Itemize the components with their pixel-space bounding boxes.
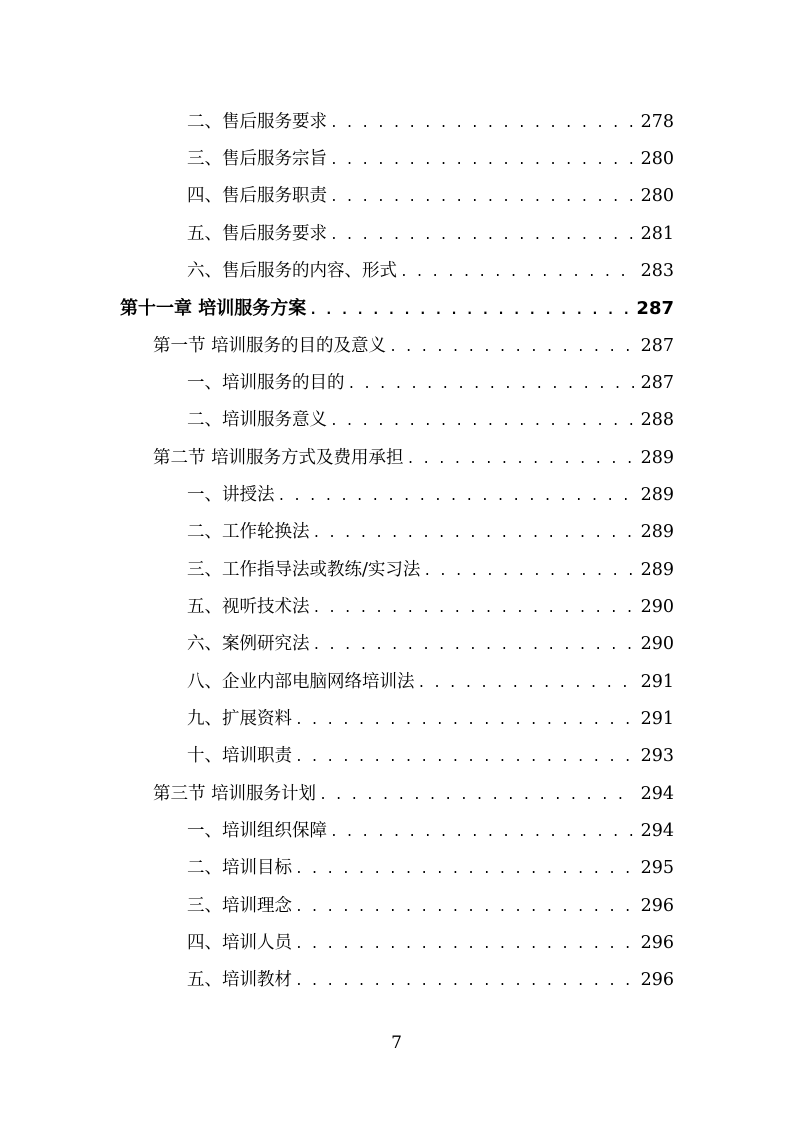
toc-entry-page: 296	[640, 896, 674, 916]
toc-entry-page: 290	[640, 634, 674, 654]
toc-leader-dots	[407, 452, 635, 467]
toc-entry-page: 294	[640, 821, 674, 841]
toc-leader-dots	[330, 190, 635, 205]
toc-leader-dots	[330, 116, 635, 131]
toc-entry-page: 296	[640, 933, 674, 953]
toc-leader-dots	[330, 825, 635, 840]
toc-leader-dots	[295, 974, 635, 989]
toc-leader-dots	[295, 900, 635, 915]
toc-chapter-entry[interactable]	[120, 294, 674, 324]
toc-entry-page: 296	[640, 970, 674, 990]
toc-entry-title: 六、案例研究法	[187, 634, 310, 654]
toc-entry-title: 四、培训人员	[187, 933, 292, 953]
toc-entry[interactable]	[187, 556, 674, 586]
toc-entry[interactable]	[187, 966, 674, 996]
toc-leader-dots	[330, 414, 635, 429]
toc-entry-page: 287	[640, 373, 674, 393]
toc-entry[interactable]	[187, 369, 674, 399]
toc-entry[interactable]	[187, 593, 674, 623]
toc-leader-dots	[348, 377, 635, 392]
toc-entry-page: 283	[640, 261, 674, 281]
toc-entry[interactable]	[187, 518, 674, 548]
toc-entry[interactable]	[187, 705, 674, 735]
toc-entry[interactable]	[187, 406, 674, 436]
toc-entry-title: 八、企业内部电脑网络培训法	[187, 672, 415, 692]
toc-entry-title: 三、售后服务宗旨	[187, 149, 327, 169]
toc-entry-title: 四、售后服务职责	[187, 186, 327, 206]
toc-entry-page: 280	[640, 149, 674, 169]
toc-entry[interactable]	[187, 145, 674, 175]
toc-leader-dots	[295, 713, 635, 728]
toc-entry[interactable]	[187, 220, 674, 250]
toc-entry-title: 五、培训教材	[187, 970, 292, 990]
toc-entry-title: 五、售后服务要求	[187, 224, 327, 244]
toc-entry-title: 五、视听技术法	[187, 597, 310, 617]
toc-entry[interactable]	[187, 108, 674, 138]
toc-entry-page: 291	[640, 709, 674, 729]
toc-leader-dots	[389, 340, 635, 355]
toc-entry-page: 290	[640, 597, 674, 617]
toc-entry[interactable]	[187, 481, 674, 511]
toc-entry-page: 289	[640, 485, 674, 505]
toc-entry-title: 一、培训组织保障	[187, 821, 327, 841]
toc-entry-page: 281	[640, 224, 674, 244]
toc-entry[interactable]	[187, 742, 674, 772]
toc-entry-page: 287	[640, 336, 674, 356]
toc-entry-title: 十、培训职责	[187, 746, 292, 766]
toc-entry-page: 289	[640, 560, 674, 580]
page-number: 7	[391, 1033, 402, 1053]
toc-entry-page: 293	[640, 746, 674, 766]
toc-leader-dots	[313, 601, 635, 616]
toc-entry[interactable]	[187, 668, 674, 698]
toc-entry-page: 278	[640, 112, 674, 132]
toc-entry[interactable]	[187, 929, 674, 959]
toc-entry-title: 二、售后服务要求	[187, 112, 327, 132]
toc-entry-title: 三、工作指导法或教练/实习法	[187, 560, 421, 580]
toc-leader-dots	[330, 153, 635, 168]
toc-leader-dots	[400, 265, 635, 280]
toc-entry-title: 二、工作轮换法	[187, 522, 310, 542]
toc-entry[interactable]	[187, 257, 674, 287]
toc-entry-page: 280	[640, 186, 674, 206]
toc-section-entry[interactable]	[153, 332, 674, 362]
toc-entry-title: 三、培训理念	[187, 896, 292, 916]
toc-entry-title: 第二节 培训服务方式及费用承担	[153, 448, 404, 468]
toc-entry[interactable]	[187, 182, 674, 212]
toc-leader-dots	[309, 303, 630, 318]
toc-entry-title: 第一节 培训服务的目的及意义	[153, 336, 387, 356]
toc-entry[interactable]	[187, 630, 674, 660]
toc-entry-page: 288	[640, 410, 674, 430]
toc-entry-page: 289	[640, 448, 674, 468]
toc-entry-title: 第十一章 培训服务方案	[120, 298, 307, 319]
toc-leader-dots	[295, 862, 635, 877]
toc-entry-page: 291	[640, 672, 674, 692]
toc-entry-title: 九、扩展资料	[187, 709, 292, 729]
toc-leader-dots	[295, 750, 635, 765]
toc-entry-page: 289	[640, 522, 674, 542]
toc-entry-page: 294	[640, 784, 674, 804]
toc-entry-title: 二、培训目标	[187, 858, 292, 878]
toc-leader-dots	[330, 228, 635, 243]
toc-entry-page: 295	[640, 858, 674, 878]
toc-entry-title: 第三节 培训服务计划	[153, 784, 317, 804]
toc-leader-dots	[319, 788, 635, 803]
toc-leader-dots	[313, 526, 635, 541]
toc-section-entry[interactable]	[153, 780, 674, 810]
toc-entry-page: 287	[636, 298, 674, 319]
toc-leader-dots	[278, 489, 635, 504]
toc-leader-dots	[313, 638, 635, 653]
toc-leader-dots	[418, 676, 635, 691]
toc-section-entry[interactable]	[153, 444, 674, 474]
toc-entry[interactable]	[187, 892, 674, 922]
toc-entry-title: 一、培训服务的目的	[187, 373, 345, 393]
toc-entry[interactable]	[187, 854, 674, 884]
toc-entry-title: 一、讲授法	[187, 485, 275, 505]
toc-leader-dots	[423, 564, 634, 579]
toc-entry-title: 六、售后服务的内容、形式	[187, 261, 397, 281]
toc-leader-dots	[295, 937, 635, 952]
toc-entry[interactable]	[187, 817, 674, 847]
toc-entry-title: 二、培训服务意义	[187, 410, 327, 430]
